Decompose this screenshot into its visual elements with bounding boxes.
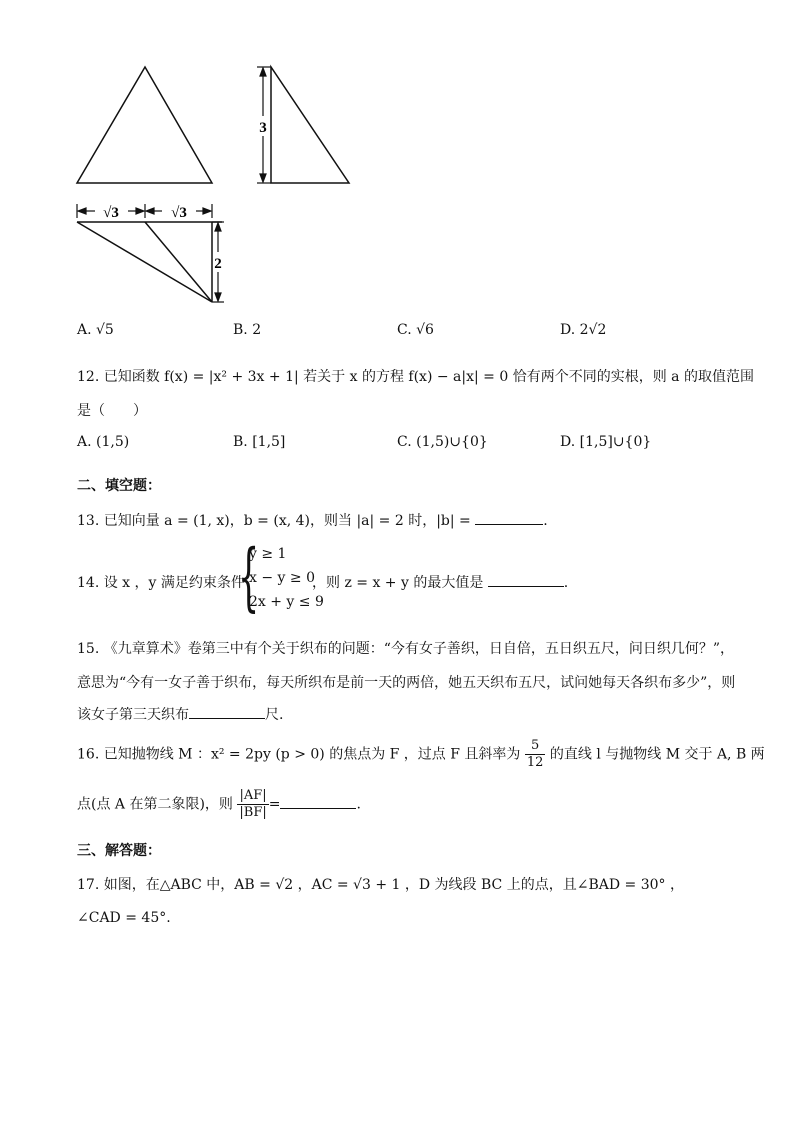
q11-option-a[interactable] [77, 322, 114, 338]
q12-option-a[interactable] [77, 434, 129, 450]
option-value: √5 [96, 322, 114, 338]
front-view-triangle [77, 67, 212, 183]
q14-answer-blank[interactable] [488, 572, 564, 587]
option-value: 2 [252, 322, 262, 338]
option-value: [1,5] [252, 434, 286, 450]
option-value: (1,5) [96, 434, 130, 450]
side-view-triangle [271, 67, 349, 183]
option-key: C. [397, 322, 412, 338]
q16-line1 [77, 738, 765, 771]
q11-option-d[interactable] [560, 322, 606, 338]
q17-line1: 17. 如图，在△ABC 中，AB = √2 ，AC = √3 + 1 ，D 为线段 BC 上的点，且∠BAD = 30° ， [77, 877, 684, 893]
width-label-left: √3 [103, 205, 119, 221]
height-label: 3 [259, 120, 267, 136]
q14-brace: { [238, 534, 260, 620]
q16-equals: = [268, 796, 281, 813]
q12-option-c[interactable] [397, 434, 488, 450]
option-value: (1,5)∪{0} [416, 434, 488, 450]
q14-constraint-2: x − y ≥ 0 [249, 570, 315, 586]
q12-option-d[interactable] [560, 434, 651, 450]
q13-answer-blank[interactable] [475, 510, 543, 525]
q12-stem-line1: 12. 已知函数 f(x) = |x² + 3x + 1| 若关于 x 的方程 f(x) − a|x| = 0 恰有两个不同的实根，则 a 的取值范围 [77, 369, 754, 385]
q17-line2: ∠CAD = 45°. [77, 910, 171, 926]
q12-option-b[interactable] [233, 434, 285, 450]
option-value: [1,5]∪{0} [579, 434, 652, 450]
option-key: A. [77, 434, 92, 450]
q14-prefix: 14. 设 x ，y 满足约束条件 [77, 575, 245, 591]
section-heading-solutions: 三、解答题： [77, 843, 161, 859]
option-key: B. [233, 322, 248, 338]
fraction-numerator: 5 [525, 738, 546, 755]
q15-line3-text: 该女子第三天织布 [77, 707, 189, 723]
q15-line1: 15. 《九章算术》卷第三中有个关于织布的问题：“今有女子善织，日自倍，五日织五尺，问日织几何？”， [77, 641, 735, 657]
q15-line2: 意思为“今有一女子善于织布，每天所织布是前一天的两倍，她五天织布五尺，试问她每天各织布多少”，则 [77, 675, 736, 691]
q14-constraint-1: y ≥ 1 [249, 546, 287, 562]
q16-slope-fraction [525, 738, 546, 771]
option-value: 2√2 [579, 322, 607, 338]
q14-suffix-text: ，则 z = x + y 的最大值是 [312, 575, 484, 591]
q11-option-c[interactable] [397, 322, 434, 338]
fraction-numerator: |AF| [237, 788, 268, 805]
section-heading-fill-in: 二、填空题： [77, 478, 161, 494]
q14-suffix [312, 572, 568, 592]
q16-answer-blank[interactable] [280, 794, 356, 809]
q13-text: 13. 已知向量 a = (1, x)，b = (x, 4)，则当 |a| = 2 时，|b| = [77, 513, 471, 529]
q16-line2 [77, 788, 361, 821]
option-key: D. [560, 434, 576, 450]
depth-label: 2 [214, 256, 222, 272]
q15-line3 [77, 704, 283, 724]
option-value: √6 [416, 322, 434, 338]
option-key: D. [560, 322, 576, 338]
option-key: A. [77, 322, 92, 338]
q15-answer-blank[interactable] [189, 704, 265, 719]
q12-stem-line2: 是（ ） [77, 403, 147, 419]
q16-text-b: 的直线 l 与抛物线 M 交于 A, B 两 [549, 746, 765, 763]
fraction-denominator: |BF| [239, 805, 267, 820]
q16-text-c: 点(点 A 在第二象限)，则 [77, 796, 233, 813]
q15-unit: 尺. [265, 707, 284, 723]
q13-period: . [543, 513, 548, 529]
q11-option-b[interactable] [233, 322, 261, 338]
q16-period: . [356, 796, 361, 813]
three-view-figure [0, 0, 794, 320]
option-key: C. [397, 434, 412, 450]
q14-constraint-3: 2x + y ≤ 9 [249, 594, 324, 610]
fraction-denominator: 12 [526, 755, 544, 770]
width-dimension [77, 204, 212, 218]
q16-text-a: 16. 已知抛物线 M ：x² = 2py (p > 0) 的焦点为 F ，过点 F 且斜率为 [77, 746, 521, 763]
width-label-right: √3 [171, 205, 187, 221]
q16-ratio-fraction [237, 788, 268, 821]
option-key: B. [233, 434, 248, 450]
top-view [77, 222, 222, 302]
q14-period: . [563, 575, 569, 591]
q13-stem [77, 510, 548, 530]
